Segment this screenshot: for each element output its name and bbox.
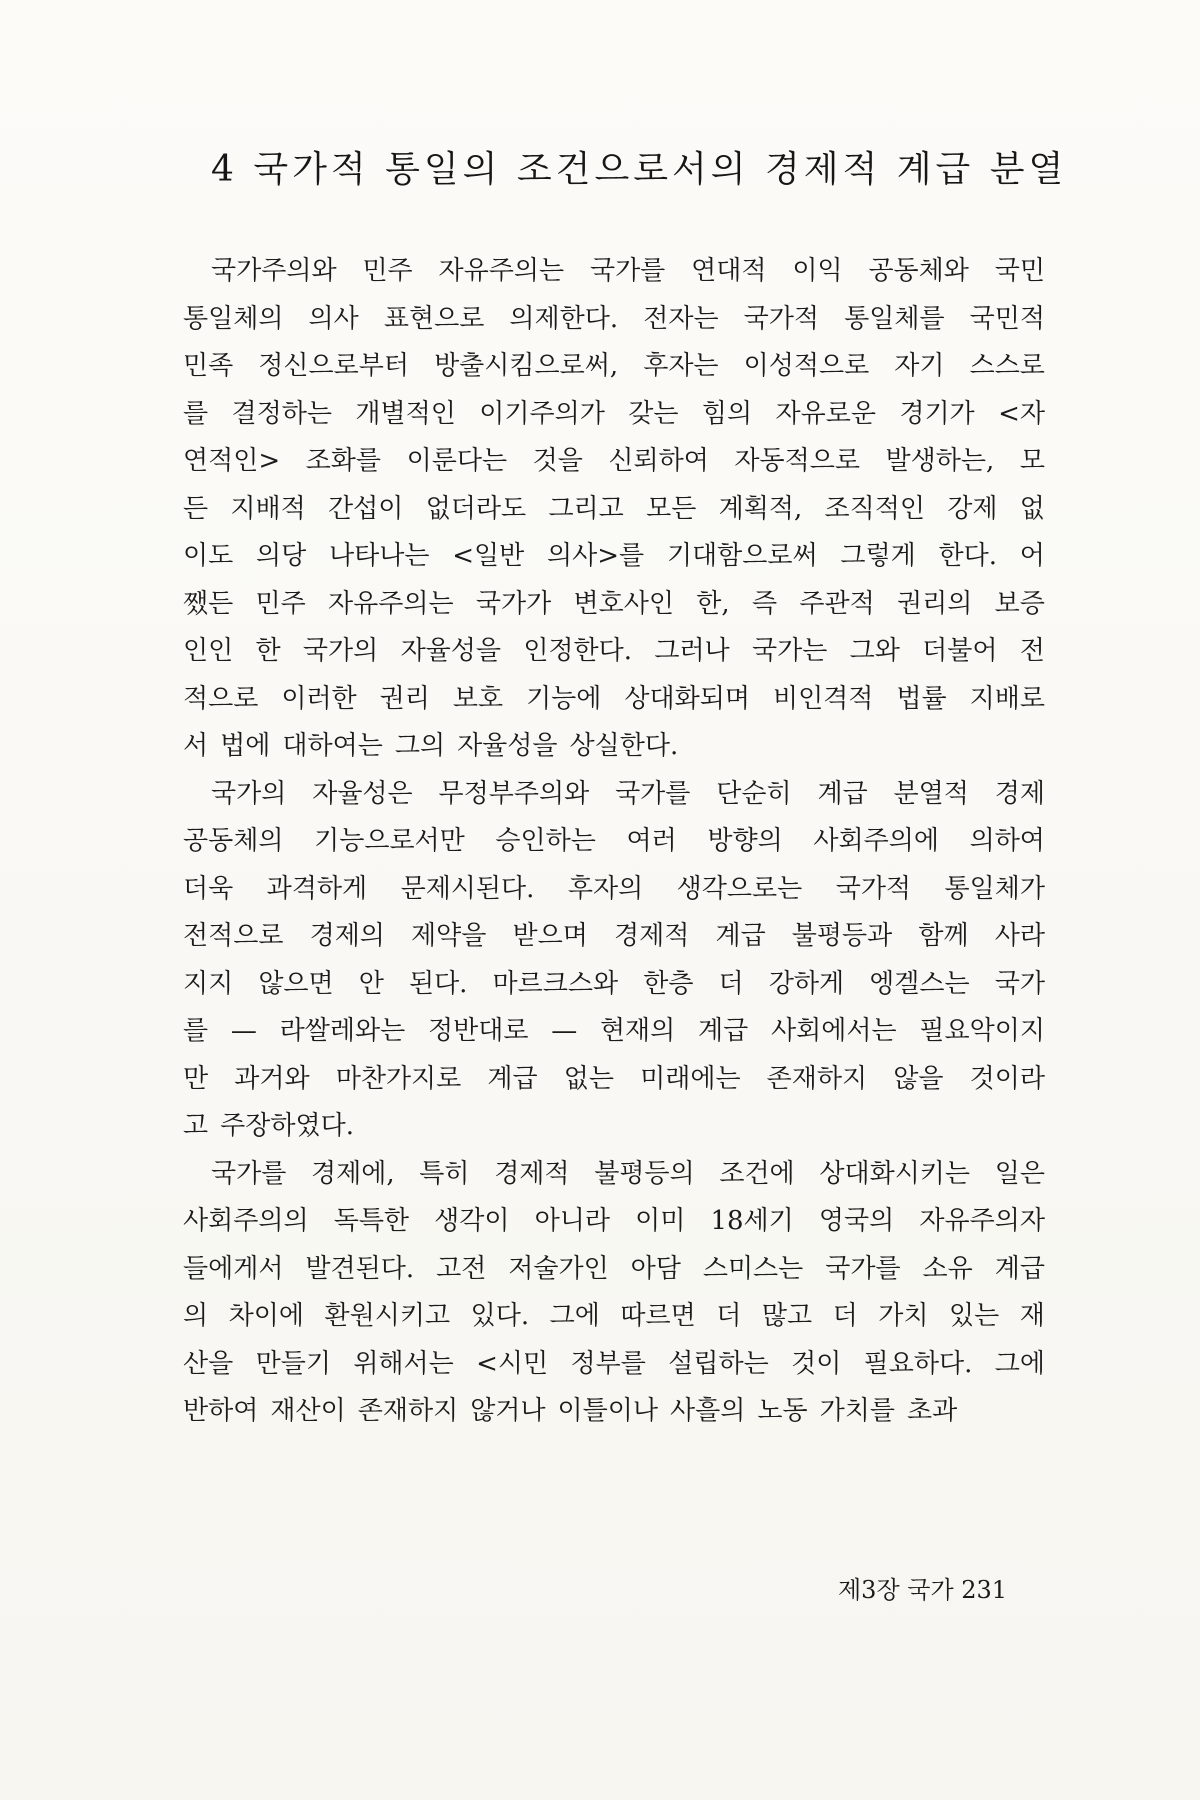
word: 단순히 xyxy=(716,778,792,809)
text-line xyxy=(183,1246,1045,1294)
word: 없 xyxy=(1019,493,1045,524)
word: 보호 xyxy=(452,683,504,714)
word: 의하여 xyxy=(969,826,1045,856)
word: 따르면 xyxy=(620,1301,696,1331)
word: 없는 xyxy=(563,1063,614,1094)
text-line xyxy=(183,676,1045,724)
word: 반하여 xyxy=(183,1396,259,1426)
word: 많고 xyxy=(761,1301,813,1331)
word: 필요악이지 xyxy=(919,1016,1045,1046)
word: 간섭이 xyxy=(328,493,404,524)
word: 경제적 xyxy=(494,1158,570,1189)
word: 기대함으로써 xyxy=(666,541,818,571)
text-line xyxy=(183,486,1045,534)
word: 강하게 xyxy=(768,968,845,999)
word: 국민적 xyxy=(969,303,1045,334)
word: 적으로 xyxy=(183,683,259,714)
word: 분열적 xyxy=(893,778,969,809)
word: 힘의 xyxy=(701,398,753,429)
word: 그의 xyxy=(394,731,446,761)
word: 과격하게 xyxy=(266,873,368,904)
text-line xyxy=(183,1008,1045,1056)
word: 필요하다. xyxy=(863,1348,973,1379)
word: 18세기 xyxy=(710,1206,794,1236)
word: 자유주의는 xyxy=(438,256,565,286)
word: 어 xyxy=(1019,541,1045,571)
word: 이미 xyxy=(635,1206,686,1236)
word: 된다. xyxy=(408,968,468,999)
word: 계획적, xyxy=(718,493,803,524)
word: 서 xyxy=(183,731,209,761)
text-line xyxy=(183,296,1045,344)
text-line xyxy=(183,1151,1045,1199)
word: 의 xyxy=(183,1301,209,1331)
word: 갖는 xyxy=(628,398,679,429)
word: 엥겔스는 xyxy=(869,968,970,999)
word: 공동체와 xyxy=(868,256,969,286)
text-line xyxy=(183,343,1045,391)
word: 전자는 xyxy=(643,303,719,334)
text-line xyxy=(183,1103,1045,1151)
word: 아담 xyxy=(630,1253,681,1284)
word: 특히 xyxy=(419,1158,470,1189)
word: 를 xyxy=(183,398,209,429)
word: 국가를 xyxy=(825,1253,901,1284)
word: 모든 xyxy=(646,493,697,524)
word: 차이에 xyxy=(228,1301,304,1331)
word: 재 xyxy=(1019,1301,1045,1331)
word: 국민 xyxy=(994,256,1045,286)
word: 계급 xyxy=(698,1016,749,1046)
word: 의당 xyxy=(256,541,307,571)
word: 스미스는 xyxy=(702,1253,804,1284)
word: 상대화되며 xyxy=(624,683,750,714)
word: 함께 xyxy=(918,921,969,951)
text-line xyxy=(183,1388,1045,1436)
word: 자유로운 xyxy=(775,398,876,429)
word: 대하여는 xyxy=(282,731,383,761)
word: 위해서는 xyxy=(353,1348,454,1379)
word: 권리 xyxy=(379,683,430,714)
word: 상실한다. xyxy=(569,731,679,761)
word: 지지 xyxy=(183,968,234,999)
word: 사회주의의 xyxy=(183,1206,309,1236)
text-line xyxy=(183,533,1045,581)
word: — xyxy=(230,1016,257,1046)
word: 않으면 xyxy=(258,968,334,999)
word: 계급 xyxy=(994,1253,1045,1284)
word: 이틀이나 xyxy=(557,1396,659,1426)
word: 조화를 xyxy=(305,446,382,476)
word: 영국의 xyxy=(818,1206,895,1236)
word: 경제에, xyxy=(311,1158,395,1189)
word: 통일체를 xyxy=(844,303,945,334)
word: 불평등과 xyxy=(791,921,893,951)
word: <자 xyxy=(998,398,1045,429)
word: 자유주의는 xyxy=(328,588,454,619)
word: 든 xyxy=(183,493,209,524)
word: 쨌든 xyxy=(183,588,234,619)
text-line xyxy=(183,581,1045,629)
text-line xyxy=(183,1293,1045,1341)
text-line xyxy=(183,961,1045,1009)
text-line xyxy=(183,248,1045,296)
word: 노동 xyxy=(757,1396,808,1426)
word: 그에 xyxy=(549,1301,600,1331)
word: 민주 xyxy=(362,256,413,286)
word: 정신으로부터 xyxy=(258,351,409,381)
word: 현재의 xyxy=(599,1016,676,1046)
word: 기능에 xyxy=(526,683,602,714)
word: 안 xyxy=(358,968,384,999)
word: 과거와 xyxy=(234,1063,310,1094)
word: 법률 xyxy=(896,683,947,714)
word: 권리의 xyxy=(897,588,973,619)
text-line xyxy=(183,913,1045,961)
word: 방출시킴으로써, xyxy=(434,351,619,381)
word: 것을 xyxy=(532,446,583,476)
word: <시민 xyxy=(476,1348,549,1379)
word: <일반 xyxy=(452,541,525,571)
text-line xyxy=(183,818,1045,866)
word: 존재하지 xyxy=(357,1396,459,1426)
word: 보증 xyxy=(994,588,1045,619)
word: 승인하는 xyxy=(495,826,596,856)
word: 인정한다. xyxy=(523,636,633,666)
word: 계급 xyxy=(715,921,766,951)
word: 경제적 xyxy=(613,921,690,951)
word: 정반대로 xyxy=(427,1016,529,1046)
word: 주장하였다. xyxy=(220,1111,354,1141)
text-line xyxy=(183,866,1045,914)
word: 의사>를 xyxy=(547,541,645,571)
word: 모 xyxy=(1019,446,1045,476)
word: 미래에는 xyxy=(640,1063,741,1094)
word: 비인격적 xyxy=(772,683,874,714)
word: 저술가인 xyxy=(508,1253,609,1284)
word: 신뢰하여 xyxy=(608,446,709,476)
word: 생각이 xyxy=(434,1206,510,1236)
word: 자기 xyxy=(894,351,945,381)
word: 이익 xyxy=(792,256,843,286)
word: 국가적 xyxy=(743,303,820,334)
body-text xyxy=(183,248,1045,1436)
word: 자동적으로 xyxy=(734,446,860,476)
word: 공동체의 xyxy=(183,826,284,856)
word: 상대화시키는 xyxy=(819,1158,971,1189)
word: 한층 xyxy=(643,968,694,999)
word: 전적으로 xyxy=(183,921,284,951)
word: 한, xyxy=(696,588,730,619)
word: 환원시키고 xyxy=(324,1301,451,1331)
word: 나타나는 xyxy=(329,541,430,571)
word: 들에게서 xyxy=(183,1253,284,1284)
word: 국가가 xyxy=(475,588,552,619)
word: 독특한 xyxy=(333,1206,410,1236)
word: 가치 xyxy=(878,1301,929,1331)
word: 고 xyxy=(183,1111,209,1141)
word: 기능으로서만 xyxy=(314,826,465,856)
word: 주관적 xyxy=(799,588,875,619)
word: 방향의 xyxy=(707,826,783,856)
word: 계급 xyxy=(487,1063,538,1094)
word: 통일체의 xyxy=(183,303,284,334)
word: 만 xyxy=(183,1063,209,1094)
word: 사회에서는 xyxy=(771,1016,897,1046)
word: 이성적으로 xyxy=(743,351,870,381)
word: 후자는 xyxy=(643,351,719,381)
word: 후자의 xyxy=(567,873,644,904)
word: 연적인> xyxy=(183,446,281,476)
word: 일은 xyxy=(994,1158,1045,1189)
word: 아니라 xyxy=(534,1206,610,1236)
word: 사흘의 xyxy=(670,1396,746,1426)
word: 것이 xyxy=(791,1348,842,1379)
word: 를 xyxy=(183,1016,209,1046)
text-line xyxy=(183,438,1045,486)
word: 자율성을 xyxy=(457,731,558,761)
page-footer: 제3장 국가 231 xyxy=(838,1576,1008,1604)
word: 국가 xyxy=(994,968,1045,999)
word: — xyxy=(551,1016,578,1046)
word: 지배로 xyxy=(969,683,1045,714)
word: 이도 xyxy=(183,541,234,571)
word: 국가적 xyxy=(835,873,912,904)
word: 초과 xyxy=(906,1396,958,1426)
word: 국가주의와 xyxy=(211,256,337,286)
word: 자율성은 xyxy=(312,778,413,809)
word: 의사 xyxy=(308,303,359,334)
word: 존재하지 xyxy=(766,1063,868,1094)
word: 연대적 xyxy=(691,256,767,286)
word: 민족 xyxy=(183,351,234,381)
text-line xyxy=(183,1198,1045,1246)
word: 국가는 xyxy=(751,636,828,666)
word: 변호사인 xyxy=(573,588,675,619)
word: 있는 xyxy=(949,1301,1000,1331)
word: 통일체가 xyxy=(944,873,1045,904)
word: 민주 xyxy=(255,588,306,619)
word: 산을 xyxy=(183,1348,234,1379)
word: 마찬가지로 xyxy=(335,1063,462,1094)
word: 경기가 xyxy=(899,398,975,429)
word: 그러나 xyxy=(654,636,730,666)
word: 더 xyxy=(716,1301,742,1331)
word: 인인 xyxy=(183,636,234,666)
word: 계급 xyxy=(817,778,868,809)
word: 그리고 xyxy=(548,493,624,524)
word: 마르크스와 xyxy=(492,968,619,999)
word: 라쌀레와는 xyxy=(279,1016,406,1046)
word: 불평등의 xyxy=(594,1158,695,1189)
word: 자유주의자 xyxy=(919,1206,1045,1236)
word: 더불어 xyxy=(922,636,998,666)
word: 국가를 xyxy=(211,1158,287,1189)
text-line xyxy=(183,1341,1045,1389)
word: 즉 xyxy=(751,588,778,619)
word: 지배적 xyxy=(230,493,306,524)
word: 결정하는 xyxy=(231,398,332,429)
word: 소유 xyxy=(922,1253,973,1284)
word: 받으며 xyxy=(512,921,588,951)
word: 더 xyxy=(832,1301,858,1331)
text-line xyxy=(183,723,1045,771)
word: 법에 xyxy=(220,731,271,761)
word: 정부를 xyxy=(570,1348,646,1379)
word: 한다. xyxy=(938,541,998,571)
word: 그에 xyxy=(994,1348,1045,1379)
word: 국가를 xyxy=(589,256,666,286)
word: 발생하는, xyxy=(885,446,995,476)
text-line xyxy=(183,1056,1045,1104)
word: 개별적인 xyxy=(355,398,456,429)
word: 경제의 xyxy=(309,921,385,951)
word: 않을 xyxy=(893,1063,944,1094)
word: 여러 xyxy=(626,826,677,856)
word: 이룬다는 xyxy=(406,446,508,476)
text-line xyxy=(183,628,1045,676)
word: 더 xyxy=(718,968,744,999)
word: 조직적인 xyxy=(824,493,925,524)
word: 스스로 xyxy=(969,351,1045,381)
word: 설립하는 xyxy=(668,1348,769,1379)
word: 경제 xyxy=(994,778,1045,809)
word: 이기주의가 xyxy=(479,398,605,429)
word: 것이라 xyxy=(969,1063,1045,1094)
word: 문제시된다. xyxy=(400,873,535,904)
word: 있다. xyxy=(470,1301,530,1331)
word: 국가를 xyxy=(615,778,691,809)
word: 사라 xyxy=(994,921,1045,951)
text-line xyxy=(183,771,1045,819)
word: 않거나 xyxy=(470,1396,546,1426)
word: 그렇게 xyxy=(840,541,916,571)
word: 의제한다. xyxy=(509,303,619,334)
word: 이러한 xyxy=(281,683,357,714)
section-heading: 4 국가적 통일의 조건으로서의 경제적 계급 분열 xyxy=(211,149,1068,190)
word: 생각으로는 xyxy=(676,873,803,904)
word: 만들기 xyxy=(255,1348,331,1379)
word: 국가의 xyxy=(211,778,287,809)
word: 가치를 xyxy=(819,1396,895,1426)
word: 사회주의에 xyxy=(813,826,939,856)
word: 표현으로 xyxy=(383,303,485,334)
word: 더욱 xyxy=(183,873,234,904)
word: 자율성을 xyxy=(400,636,502,666)
word: 그와 xyxy=(849,636,900,666)
word: 발견된다. xyxy=(305,1253,415,1284)
word: 고전 xyxy=(436,1253,487,1284)
word: 없더라도 xyxy=(425,493,527,524)
word: 재산이 xyxy=(270,1396,346,1426)
word: 한 xyxy=(255,636,281,666)
word: 무정부주의와 xyxy=(438,778,590,809)
word: 전 xyxy=(1019,636,1045,666)
word: 제약을 xyxy=(411,921,487,951)
word: 국가의 xyxy=(302,636,379,666)
word: 조건에 xyxy=(719,1158,795,1189)
word: 강제 xyxy=(947,493,998,524)
text-line xyxy=(183,391,1045,439)
